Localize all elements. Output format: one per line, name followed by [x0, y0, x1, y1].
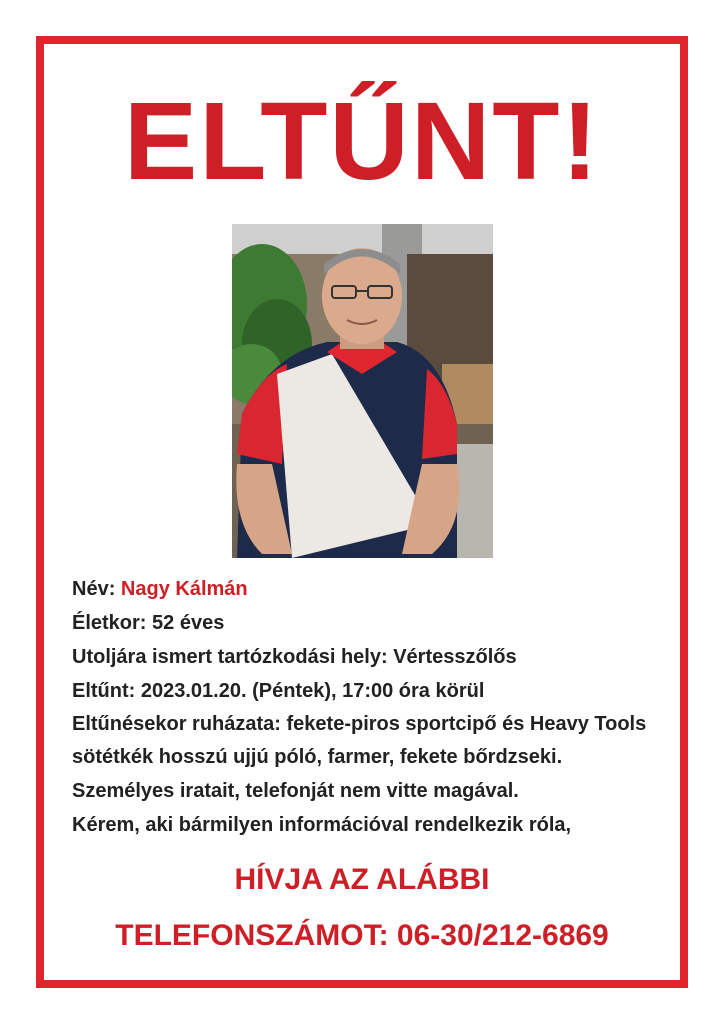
poster-title: ELTŰNT!: [123, 80, 601, 203]
last-location-line: Utoljára ismert tartózkodási hely: Vértesszőlős: [72, 646, 517, 668]
call-to-action-phone: TELEFONSZÁMOT: 06-30/212-6869: [115, 919, 609, 952]
request-line: Kérem, aki bármilyen információval rendelkezik róla,: [72, 814, 572, 836]
age-line: Életkor: 52 éves: [72, 612, 225, 634]
missing-person-photo: [232, 224, 493, 558]
missing-since-line: Eltűnt: 2023.01.20. (Péntek), 17:00 óra körül: [72, 680, 485, 702]
name-line: [72, 572, 672, 606]
documents-line: Személyes iratait, telefonját nem vitte magával.: [72, 780, 519, 802]
clothing-line-1: Eltűnésekor ruházata: fekete-piros sportcipő és Heavy Tools: [72, 713, 647, 735]
person-details: [72, 572, 672, 842]
clothing-line-2: sötétkék hosszú ujjú póló, farmer, fekete bőrdzseki.: [72, 746, 563, 768]
name-label: Név:: [72, 578, 116, 600]
call-to-action-line-1: HÍVJA AZ ALÁBBI: [234, 863, 490, 896]
name-value: Nagy Kálmán: [120, 578, 248, 600]
